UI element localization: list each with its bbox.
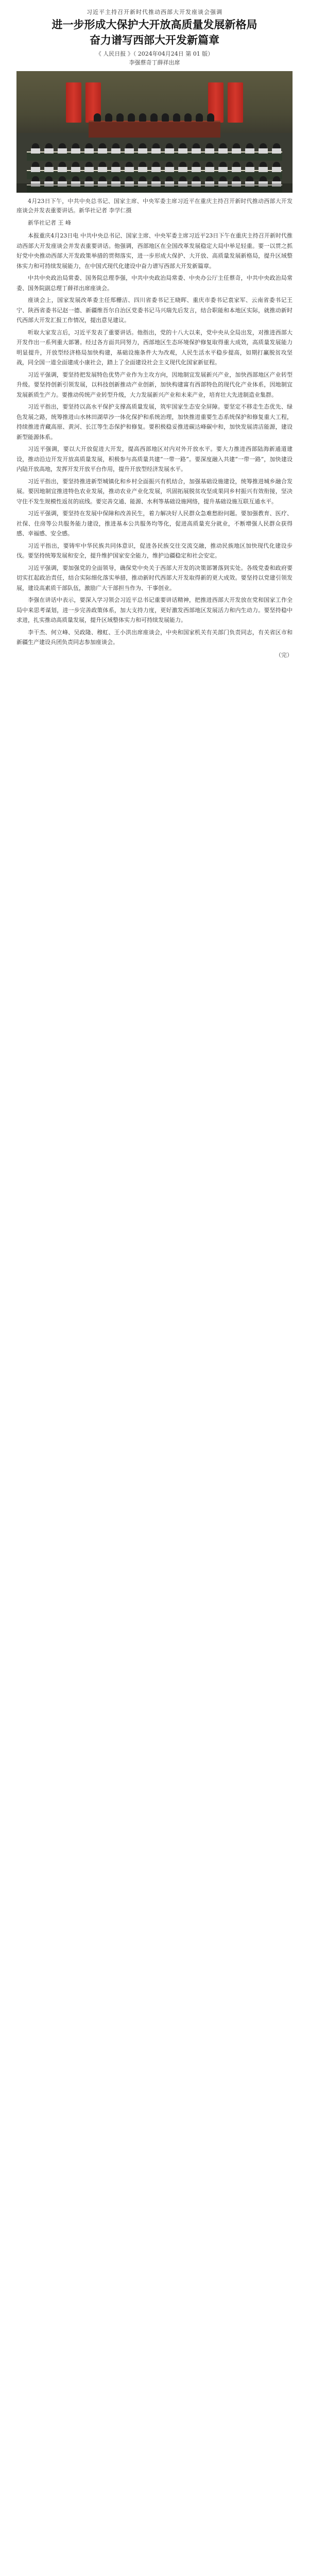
attendee-shirt (31, 167, 40, 172)
presidium-figure (207, 113, 214, 122)
attendee-shirt (165, 148, 174, 154)
presidium-figure (128, 113, 135, 122)
attendee-shirt (245, 148, 254, 154)
attendee-shirt (218, 167, 228, 172)
presidium-figure (150, 113, 158, 122)
attendee-shirt (44, 167, 54, 172)
article-paragraph: 李干杰、何立峰、吴政隆、穆虹、王小洪出席座谈会，中央和国家机关有关部门负责同志，有关省区市和新疆生产建设兵团负责同志参加座谈会。 (16, 629, 293, 646)
article-paragraph: 习近平强调，要坚持在发展中保障和改善民生，着力解决好人民群众急难愁盼问题。要加强教育、医疗、社保、住房等公共服务能力建设，推进基本公共服务均等化，促进高质量充分就业，不断增强人民群众获得感、幸福感、安全感。 (16, 510, 293, 537)
presidium-figure (116, 113, 124, 122)
attendee-shirt (245, 167, 254, 172)
attendee-shirt (259, 148, 268, 154)
presidium-figure (94, 113, 101, 122)
attendee-shirt (84, 167, 94, 172)
attendee-shirt (98, 148, 107, 154)
attendee-shirt (138, 167, 147, 172)
article-paragraph: 听取大家发言后，习近平发表了重要讲话。他指出，党的十八大以来，党中央从全局出发，对推进西部大开发作出一系列重大部署。经过各方面共同努力，西部地区生态环境保护修复取得重大成效，高质量发展能力明显提升，开放型经济格局加快构建，基础设施条件大为改观，人民生活水平稳步提高，如期打赢脱贫攻坚战，同全国一道全面建成小康社会，踏上了全面建设社会主义现代化国家新征程。 (16, 329, 293, 366)
article-kicker: 习近平主持召开新时代推动西部大开发座谈会强调 (87, 9, 222, 15)
presidium-figure (139, 113, 146, 122)
publication-line: 《 人民日报 》（ 2024年04月24日 第 01 版） (95, 50, 214, 57)
attendee-shirt (138, 148, 147, 154)
attendee-shirt (192, 167, 201, 172)
attendee-shirt (71, 148, 80, 154)
article-paragraph: 习近平指出，要坚持以高水平保护支撑高质量发展，筑牢国家生态安全屏障。要坚定不移走生态优先、绿色发展之路，统筹推进山水林田湖草沙一体化保护和系统治理，加快推进重要生态系统保护和修复重大工程，持续推进青藏高原、黄河、长江等生态保护和修复。要积极稳妥推进碳达峰碳中和，加快发展清洁能源，建设新型能源体系。 (16, 403, 293, 440)
photo-shadow-strip (16, 183, 293, 193)
attendee-shirt (84, 148, 94, 154)
presidium-figure (173, 113, 180, 122)
attendee-shirt (44, 148, 54, 154)
attendee-shirt (151, 167, 161, 172)
attendee-shirt (31, 148, 40, 154)
presidium-figure (105, 113, 112, 122)
attendee-shirt (205, 167, 214, 172)
presidium-figure (162, 113, 169, 122)
article-paragraph: 习近平指出，要铸牢中华民族共同体意识，促进各民族交往交流交融，推动民族地区加快现代化建设步伐。要坚持统筹发展和安全，提升维护国家安全能力，维护边疆稳定和社会安定。 (16, 542, 293, 559)
flag-decoration (228, 82, 243, 123)
article-paragraph: 习近平指出，要坚持推进新型城镇化和乡村全面振兴有机结合，加强基础设施建设，统筹推进城乡融合发展。要因地制宜推进特色农业发展，推动农业产业化发展，巩固拓展脱贫攻坚成果同乡村振兴有效衔接，坚决守住不发生规模性返贫的底线。要完善交通、能源、水利等基础设施网络，提升基础设施互联互通水平。 (16, 478, 293, 505)
attendee-shirt (151, 148, 161, 154)
attendee-shirt (165, 167, 174, 172)
presidium-figure (184, 113, 192, 122)
attendee-shirt (218, 148, 228, 154)
headline-line-1: 进一步形成大保护大开放高质量发展新格局 (52, 19, 258, 31)
attendee-shirt (98, 167, 107, 172)
attendee-shirt (272, 148, 281, 154)
attendee-shirt (58, 167, 67, 172)
article-paragraph: 习近平强调，要坚持把发展特色优势产业作为主攻方向，因地制宜发展新兴产业，加快西部地区产业转型升级。要坚持创新引领发展，以科技创新推动产业创新，加快构建富有西部特色的现代化产业体系，因地制宜发展新质生产力。要推动传统产业转型升级，大力发展新兴产业和未来产业，培育壮大先进制造业集群。 (16, 371, 293, 398)
article-paragraph: 中共中央政治局常委、国务院总理李强，中共中央政治局常委、中央办公厅主任蔡奇，中共中央政治局常委、国务院副总理丁薛祥出席座谈会。 (16, 275, 293, 292)
attendee-shirt (232, 167, 241, 172)
article-body (16, 231, 293, 648)
article-paragraph: 李强在讲话中表示，要深入学习领会习近平总书记重要讲话精神，把推进西部大开发放在党和国家工作全局中来思考谋划，进一步完善政策体系，加大支持力度，更好激发西部地区发展活力和内生动力。要坚持稳中求进，扎实推动高质量发展，提升区域整体实力和可持续发展能力。 (16, 597, 293, 623)
photo-caption: 4月23日下午，中共中央总书记、国家主席、中央军委主席习近平在重庆主持召开新时代推动西部大开发座谈会并发表重要讲话。新华社记者 李学仁摄 (16, 198, 293, 214)
attendee-shirt (192, 148, 201, 154)
attendee-shirt (71, 167, 80, 172)
headline-line-2: 奋力谱写西部大开发新篇章 (90, 34, 219, 46)
attendee-shirt (232, 148, 241, 154)
article-paragraph: 习近平强调，要加强党的全面领导，确保党中央关于西部大开发的决策部署落到实处。各级党委和政府要切实扛起政治责任，结合实际细化落实举措，推动新时代西部大开发取得新的更大成效。要坚持以党建引领发展，建设高素质干部队伍，激励广大干部担当作为、干事创业。 (16, 564, 293, 591)
attendee-shirt (272, 167, 281, 172)
reporter-line: 新华社记者 王 峰 (28, 219, 71, 226)
attendee-shirt (58, 148, 67, 154)
conference-photo (16, 71, 293, 193)
presidium-figure (196, 113, 203, 122)
attendee-shirt (205, 148, 214, 154)
attendee-shirt (178, 148, 187, 154)
attendee-shirt (259, 167, 268, 172)
presidium-desk (89, 121, 220, 138)
article-end-mark: （完） (276, 651, 293, 658)
attendee-shirt (111, 167, 121, 172)
attendee-shirt (125, 167, 134, 172)
article-paragraph: 本报重庆4月23日电 中共中央总书记、国家主席、中央军委主席习近平23日下午在重庆主持召开新时代推动西部大开发座谈会并发表重要讲话。他强调，西部地区在全国改革发展稳定大局中举足轻重。要一以贯之抓好党中央推动西部大开发政策举措的贯彻落实，进一步形成大保护、大开放、高质量发展新格局，提升区域整体实力和可持续发展能力，在中国式现代化建设中奋力谱写西部大开发新篇章。 (16, 232, 293, 269)
attendee-shirt (125, 148, 134, 154)
article-paragraph: 座谈会上，国家发展改革委主任郑栅洁、四川省委书记王晓晖、重庆市委书记袁家军、云南省委书记王宁、陕西省委书记赵一德、新疆维吾尔自治区党委书记马兴瑞先后发言，结合职能和本地区实际，就推动新时代西部大开发汇报工作情况，提出意见建议。 (16, 297, 293, 324)
attendee-shirt (111, 148, 121, 154)
flag-decoration (66, 82, 81, 123)
article-paragraph: 习近平强调，要以大开放促进大开发，提高西部地区对内对外开放水平。要大力推进西部陆海新通道建设，推动沿边开发开放高质量发展，积极参与高质量共建“一带一路”。要深度融入共建“一带一路”，加快建设内陆开放高地，发挥开发开放平台作用，提升开放型经济发展水平。 (16, 446, 293, 472)
attendee-shirt (178, 167, 187, 172)
byline: 李强蔡奇丁薛祥出席 (129, 59, 180, 66)
